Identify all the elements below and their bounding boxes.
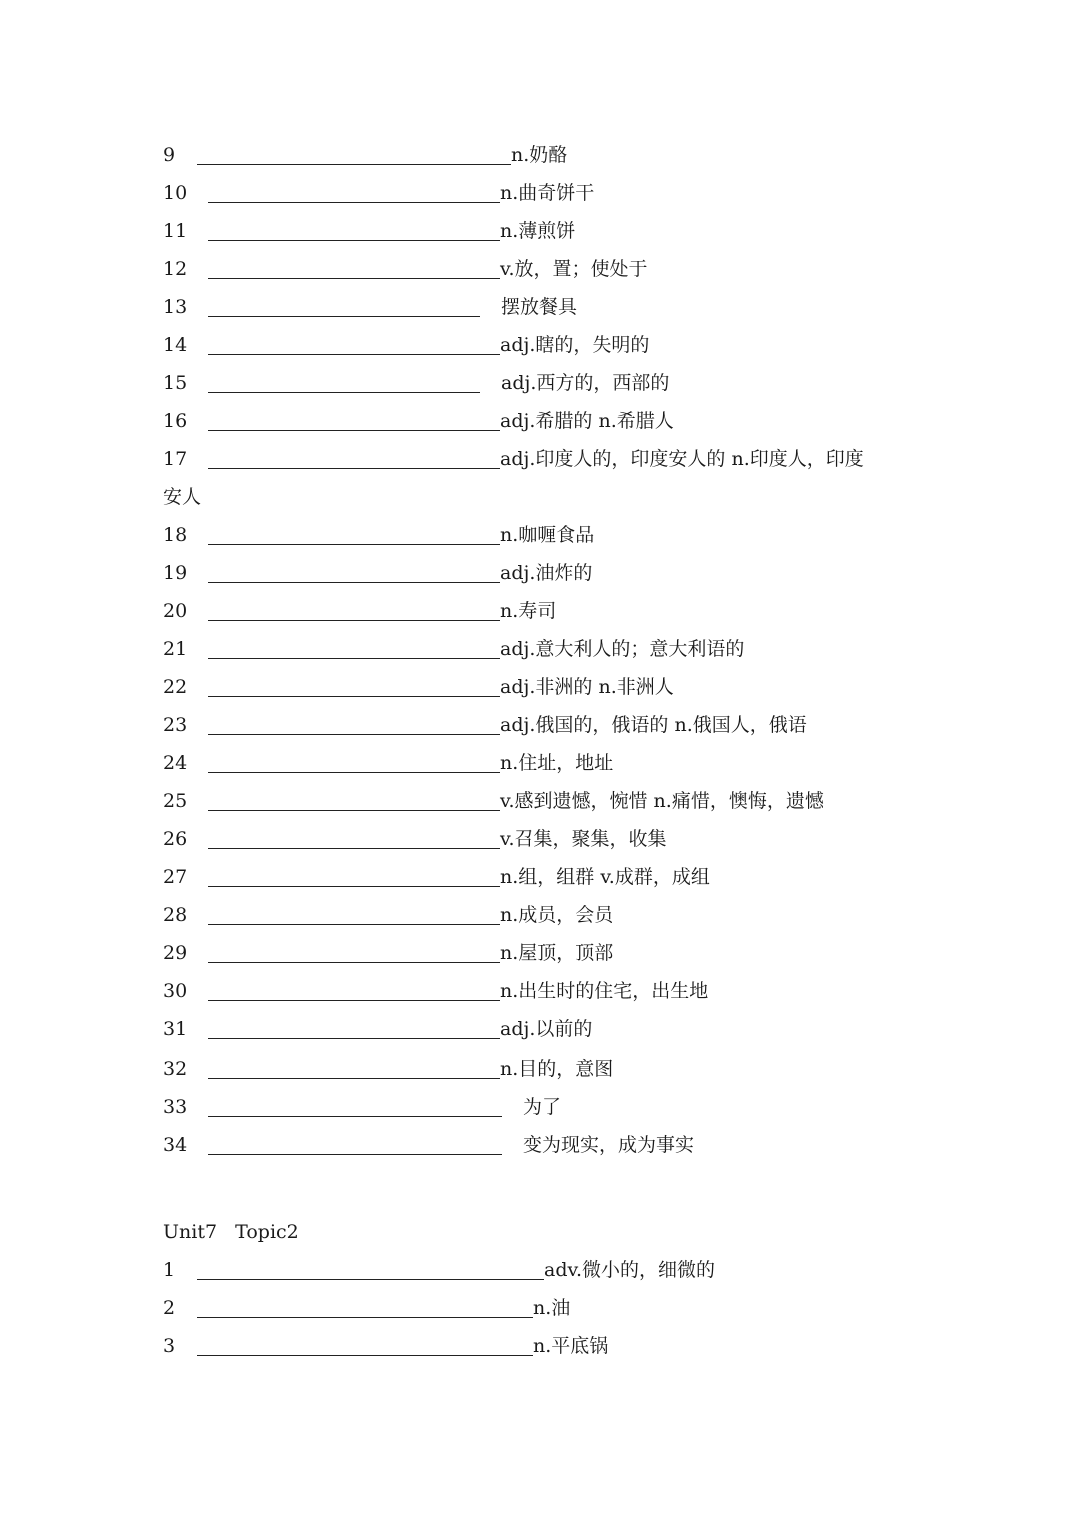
item-number: 25: [163, 790, 188, 812]
vocab-row: [163, 1050, 923, 1088]
vocab-row: [163, 1327, 923, 1365]
definition: adj.瞎的，失明的: [500, 334, 650, 356]
vocab-row: [163, 250, 923, 288]
answer-blank[interactable]: [208, 810, 500, 811]
definition: adj.油炸的: [500, 562, 593, 584]
item-number: 31: [163, 1018, 188, 1040]
vocab-row: [163, 516, 923, 554]
definition: n.屋顶，顶部: [500, 942, 614, 964]
item-number: 11: [163, 220, 188, 242]
answer-blank[interactable]: [208, 886, 500, 887]
answer-blank[interactable]: [208, 848, 500, 849]
vocab-row: [163, 744, 923, 782]
vocab-row: [163, 592, 923, 630]
item-number: 24: [163, 752, 188, 774]
definition: adj.非洲的 n.非洲人: [500, 676, 674, 698]
item-number: 9: [163, 144, 176, 166]
vocab-row: [163, 706, 923, 744]
vocab-row: [163, 782, 923, 820]
answer-blank[interactable]: [208, 658, 500, 659]
answer-blank[interactable]: [208, 620, 500, 621]
item-number: 1: [163, 1259, 176, 1281]
definition: 为了: [523, 1096, 562, 1118]
definition: adj.西方的，西部的: [501, 372, 670, 394]
item-number: 19: [163, 562, 188, 584]
vocab-row: [163, 1126, 923, 1164]
item-number: 28: [163, 904, 188, 926]
vocab-row: [163, 972, 923, 1010]
answer-blank[interactable]: [208, 772, 500, 773]
definition: n.油: [533, 1297, 571, 1319]
answer-blank[interactable]: [208, 544, 500, 545]
definition: n.奶酪: [511, 144, 568, 166]
vocab-row: [163, 668, 923, 706]
section-heading: Unit7 Topic2: [163, 1221, 299, 1243]
definition: adj.希腊的 n.希腊人: [500, 410, 674, 432]
answer-blank[interactable]: [197, 1355, 533, 1356]
definition: n.寿司: [500, 600, 557, 622]
vocab-row: [163, 174, 923, 212]
vocab-row: [163, 896, 923, 934]
item-number: 3: [163, 1335, 176, 1357]
answer-blank[interactable]: [197, 164, 511, 165]
definition: n.薄煎饼: [500, 220, 576, 242]
answer-blank[interactable]: [208, 1038, 500, 1039]
item-number: 20: [163, 600, 188, 622]
definition: adv.微小的，细微的: [544, 1259, 716, 1281]
item-number: 34: [163, 1134, 188, 1156]
vocab-row: [163, 554, 923, 592]
item-number: 30: [163, 980, 188, 1002]
definition: adj.意大利人的；意大利语的: [500, 638, 745, 660]
vocab-row: [163, 136, 923, 174]
vocab-row: [163, 1251, 923, 1289]
definition: 变为现实，成为事实: [523, 1134, 695, 1156]
vocab-row: [163, 440, 923, 478]
answer-blank[interactable]: [208, 1154, 502, 1155]
vocab-row: [163, 288, 923, 326]
answer-blank[interactable]: [197, 1279, 544, 1280]
definition: n.咖喱食品: [500, 524, 595, 546]
item-number: 12: [163, 258, 188, 280]
answer-blank[interactable]: [208, 696, 500, 697]
answer-blank[interactable]: [208, 392, 480, 393]
item-number: 22: [163, 676, 188, 698]
definition: adj.俄国的，俄语的 n.俄国人，俄语: [500, 714, 807, 736]
item-number: 2: [163, 1297, 176, 1319]
definition: n.曲奇饼干: [500, 182, 595, 204]
item-number: 17: [163, 448, 188, 470]
item-number: 14: [163, 334, 188, 356]
answer-blank[interactable]: [208, 430, 500, 431]
item-number: 23: [163, 714, 188, 736]
definition: v.召集，聚集，收集: [500, 828, 667, 850]
item-number: 10: [163, 182, 188, 204]
answer-blank[interactable]: [208, 1000, 500, 1001]
answer-blank[interactable]: [208, 962, 500, 963]
vocab-row: [163, 1010, 923, 1048]
definition: n.组，组群 v.成群，成组: [500, 866, 710, 888]
answer-blank[interactable]: [208, 468, 500, 469]
definition: n.成员，会员: [500, 904, 614, 926]
item-number: 15: [163, 372, 188, 394]
vocab-row: [163, 402, 923, 440]
vocab-row: [163, 934, 923, 972]
item-number: 13: [163, 296, 188, 318]
item-number: 16: [163, 410, 188, 432]
definition: n.出生时的住宅，出生地: [500, 980, 709, 1002]
answer-blank[interactable]: [208, 202, 500, 203]
item-number: 27: [163, 866, 188, 888]
definition: v.感到遗憾，惋惜 n.痛惜，懊悔，遗憾: [500, 790, 824, 812]
definition: n.目的，意图: [500, 1058, 614, 1080]
definition-continuation: 安人: [163, 486, 202, 508]
answer-blank[interactable]: [208, 240, 500, 241]
definition: adj.以前的: [500, 1018, 593, 1040]
answer-blank[interactable]: [208, 1078, 500, 1079]
definition: n.平底锅: [533, 1335, 609, 1357]
vocab-row: [163, 630, 923, 668]
answer-blank[interactable]: [208, 354, 500, 355]
answer-blank[interactable]: [208, 278, 500, 279]
vocab-row: [163, 364, 923, 402]
item-number: 26: [163, 828, 188, 850]
definition: adj.印度人的，印度安人的 n.印度人，印度: [500, 448, 864, 470]
item-number: 29: [163, 942, 188, 964]
item-number: 32: [163, 1058, 188, 1080]
item-number: 21: [163, 638, 188, 660]
definition: v.放，置；使处于: [500, 258, 648, 280]
answer-blank[interactable]: [208, 582, 500, 583]
answer-blank[interactable]: [208, 734, 500, 735]
answer-blank[interactable]: [208, 924, 500, 925]
vocab-row: [163, 212, 923, 250]
definition: n.住址，地址: [500, 752, 614, 774]
answer-blank[interactable]: [197, 1317, 533, 1318]
vocab-row: [163, 858, 923, 896]
vocab-row: [163, 820, 923, 858]
vocab-row: [163, 326, 923, 364]
answer-blank[interactable]: [208, 316, 480, 317]
definition: 摆放餐具: [501, 296, 578, 318]
answer-blank[interactable]: [208, 1116, 502, 1117]
item-number: 18: [163, 524, 188, 546]
vocab-row: [163, 1289, 923, 1327]
item-number: 33: [163, 1096, 188, 1118]
vocab-row: [163, 1088, 923, 1126]
